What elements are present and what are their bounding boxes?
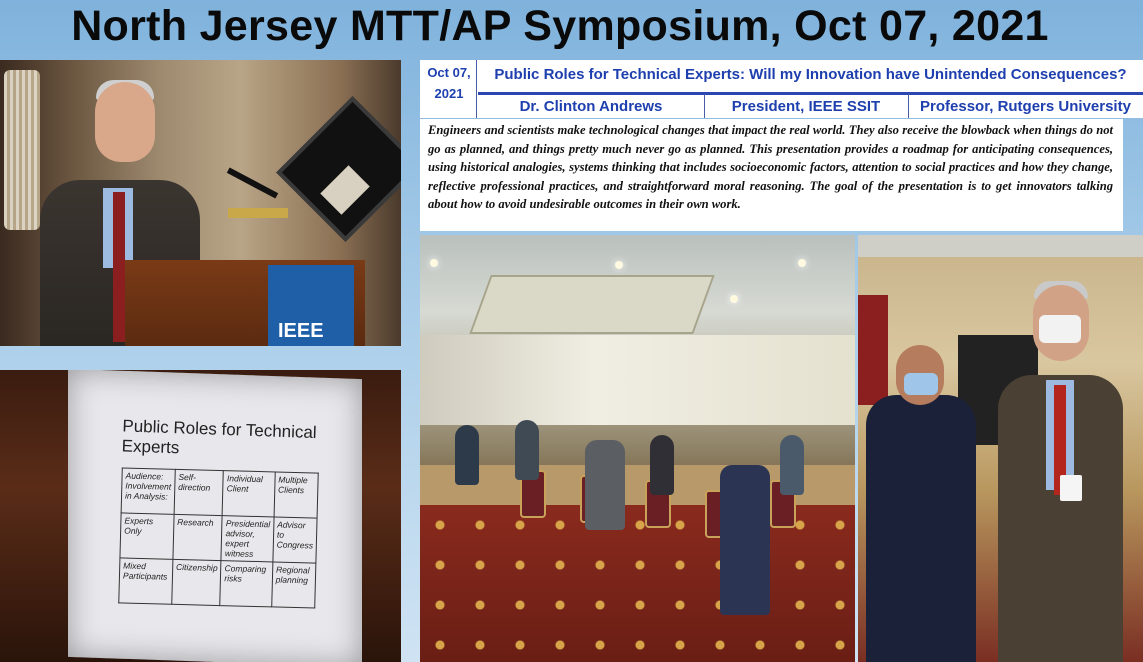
microphone (227, 167, 278, 198)
table-row (119, 558, 316, 608)
slide-photo (0, 370, 401, 662)
ceiling-light (615, 261, 623, 269)
wall-art (276, 96, 401, 242)
carpet (420, 505, 855, 662)
page-title: North Jersey MTT/AP Symposium, Oct 07, 2021 (71, 2, 1049, 50)
table-cell: Research (173, 514, 223, 560)
ceiling-recess (469, 275, 714, 334)
ceiling-light (730, 295, 738, 303)
attendee (720, 465, 770, 615)
speaker-photo (0, 60, 401, 346)
talk-date: Oct 07, 2021 (422, 60, 477, 118)
red-curtain (858, 295, 888, 405)
talk-info-table (420, 60, 1143, 118)
chandelier (4, 70, 40, 230)
speaker-role-ssit: President, IEEE SSIT (704, 94, 909, 118)
table-cell: Advisor to Congress (273, 517, 318, 563)
table-cell: Individual Client (222, 471, 275, 517)
table-row (120, 513, 317, 563)
attendee (515, 420, 539, 480)
table-cell: Experts Only (120, 513, 174, 559)
table-cell: Presidential advisor, expert witness (221, 516, 274, 562)
table-row (121, 468, 318, 518)
slide-title: Public Roles for Technical Experts (121, 416, 317, 458)
speaker-head (95, 82, 155, 162)
speaker-role-rutgers: Professor, Rutgers University (920, 98, 1131, 115)
table-cell: Multiple Clients (274, 472, 319, 518)
table-cell: Self-direction (174, 469, 224, 515)
attendee (780, 435, 804, 495)
speaker-name: Dr. Clinton Andrews (478, 94, 705, 118)
ceiling-light (430, 259, 438, 267)
podium-lamp (228, 208, 288, 218)
face-mask (904, 373, 938, 395)
table-cell: Regional planning (272, 562, 317, 608)
back-wall (420, 335, 855, 425)
talk-abstract: Engineers and scientists make technological changes that impact the real world. They also receive the blowback when things do not go as planned, and things pretty much never go as planned. This presentation provides a roadmap for anticipating consequences, using historical analogies, systems thinking that includes socioeconomic factors, attention to social practices and how they change, reflective professional practices, and straightforward moral reasoning. The goal of the presentation is to get innovators talking about how to avoid undesirable outcomes in their own work. (420, 119, 1123, 231)
face-mask (1039, 315, 1081, 343)
ieee-logo-text: IEEE (278, 320, 324, 342)
ceiling-light (798, 259, 806, 267)
attendee (585, 440, 625, 530)
two-men-photo (858, 235, 1143, 662)
man-left-body (866, 395, 976, 662)
slide-table (118, 467, 319, 608)
talk-title: Public Roles for Technical Experts: Will my Innovation have Unintended Consequences? (478, 60, 1143, 95)
table-cell: Comparing risks (220, 561, 273, 607)
table-cell: Mixed Participants (119, 558, 173, 604)
attendee (455, 425, 479, 485)
audience-photo (420, 235, 855, 662)
table-cell: Citizenship (172, 559, 222, 605)
table-cell: Audience: Involvement in Analysis: (121, 468, 175, 514)
coffee-cup (1060, 475, 1082, 501)
attendee (650, 435, 674, 495)
